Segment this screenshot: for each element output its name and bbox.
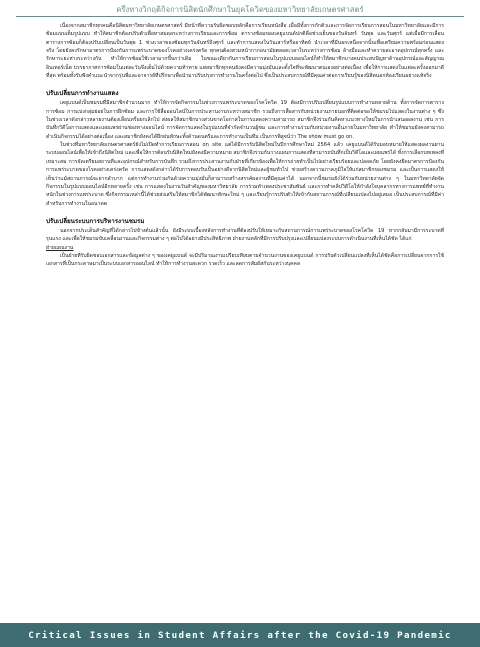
section2-paragraph-1: นอกจากประเด็นสำคัญที่ได้กล่าวไปข้างต้นแล้วนั้น ยังมีระบบเบื้องหลังการทำงานที่ต้องปรับให้เหมาะกับสถานการณ์การแพร่ระบาดของโรคโควิด 19 หากกลับมามีการระบาดที่รุนแรง และเพื่อให้ชมรมขับเคลื่อนงานและกิจกรรมต่าง ๆ ต่อไปได้อย่างมีประสิทธิภาพ ฝ่ายงานหลักที่มีการปรับปรุงและเปลี่ยนแปลงระบบการดำเนินงานที่เห็นได้ชัด ได้แก่ (46, 227, 444, 243)
section1-paragraph-2: ในช่วงที่มหาวิทยาลัยเกษตรศาสตร์ยังไม่เปิดทำการเรียนการสอน on site แต่ได้มีการรับนิสิตใหม่ในปีการศึกษาใหม่ 2564 แล้ว เคยูแบนด์ได้รับมอบหมายให้แสดงผลงานผ่านระบบออนไลน์เพื่อให้เข้าถึงนิสิตใหม่ และเพื่อให้การต้อนรับนิสิตใหม่ยังคงมีความหมาย สมาชิกจึงร่วมกันวางแผนการแสดงที่สามารถบันทึกเป็นวิดีโอและเผยแพร่ได้ ทั้งการเลือกบทเพลงที่เหมาะสม การจัดเตรียมสถานที่และอุปกรณ์สำหรับการบันทึก รวมถึงการประสานงานกับฝ่ายที่เกี่ยวข้องเพื่อให้การถ่ายทำเป็นไปอย่างเรียบร้อยและปลอดภัย โดยยังคงยึดมาตรการป้องกันการแพร่ระบาดของโรคอย่างเคร่งครัด การแสดงดังกล่าวได้รับการตอบรับเป็นอย่างดีจากนิสิตใหม่และผู้ชมทั่วไป ช่วยสร้างความภาคภูมิใจให้แก่สมาชิกของชมรม และเป็นการแสดงให้เห็นว่าแม้สถานการณ์จะยากลำบาก แต่การทำงานร่วมกันด้วยความมุ่งมั่นก็สามารถสร้างสรรค์ผลงานที่มีคุณค่าได้ นอกจากนี้ชมรมยังได้ร่วมกับหน่วยงานต่าง ๆ ในมหาวิทยาลัยจัดกิจกรรมในรูปแบบออนไลน์อีกหลายครั้ง เช่น การแสดงในงานวันสำคัญของมหาวิทยาลัย การร่วมทำเพลงประชาสัมพันธ์ และการทำคลิปวิดีโอให้กำลังใจบุคลากรทางการแพทย์ที่ทำงานหนักในช่วงการแพร่ระบาด ซึ่งกิจกรรมเหล่านี้ได้ช่วยส่งเสริมให้สมาชิกได้พัฒนาทักษะใหม่ ๆ และเรียนรู้การปรับตัวให้เข้ากับสถานการณ์ที่เปลี่ยนแปลงไปอยู่เสมอ เป็นประสบการณ์ที่มีค่าสำหรับการทำงานในอนาคต (46, 142, 444, 207)
header-divider (16, 16, 464, 17)
document-body (46, 22, 444, 269)
section2-paragraph-2: เป็นฝ่ายที่รับผิดชอบเอกสารและข้อมูลต่าง ๆ ของเคยูแบนด์ จะมีปริมาณงานเปรียบเทียบตามจำนวนงานของเคยูแบนด์ การปรับตัวเปลี่ยนแปลงที่เห็นได้ชัดคือการเปลี่ยนจากการใช้เอกสารที่เป็นกระดาษมาเป็นระบบเอกสารออนไลน์ ทำให้การทำงานสะดวก รวดเร็ว และลดการสัมผัสกันระหว่างบุคคล (46, 252, 444, 268)
section-heading-performance: ปรับเปลี่ยนการทำงานแสดง (46, 90, 119, 98)
section1-paragraph-1: เคยูแบนด์เป็นชมรมที่มีสมาชิกจำนวนมาก ทำให้การจัดกิจกรรมในช่วงการแพร่ระบาดของโรคโควิด 19 ต้องมีการปรับเปลี่ยนรูปแบบการทำงานหลายด้าน ทั้งการจัดการตารางการซ้อม การแบ่งกลุ่มย่อยในการฝึกซ้อม และการใช้สื่อออนไลน์ในการประสานงานระหว่างสมาชิก รวมถึงการสื่อสารกับหน่วยงานภายนอกที่ติดต่อขอให้ชมรมไปแสดงในงานต่าง ๆ ซึ่งในช่วงเวลาดังกล่าวหลายงานต้องเลื่อนหรือยกเลิกไป ส่งผลให้สมาชิกบางส่วนขาดโอกาสในการแสดงความสามารถ สมาชิกจึงร่วมกันคิดหาแนวทางใหม่ในการนำเสนอผลงาน เช่น การบันทึกวิดีโอการแสดงและเผยแพร่ผ่านช่องทางออนไลน์ การจัดการแสดงในรูปแบบที่จำกัดจำนวนผู้ชม และการทำงานร่วมกับหน่วยงานอื่นภายในมหาวิทยาลัย ทำให้ชมรมยังคงสามารถดำเนินกิจกรรมได้อย่างต่อเนื่อง และสมาชิกยังคงได้ฝึกฝนทักษะทั้งด้านดนตรีและการทำงานเป็นทีม เป็นการพิสูจน์ว่า The show must go on. (46, 100, 444, 140)
subheading-planning: ฝ่ายแผนงาน (46, 244, 74, 251)
footer-title: Critical Issues in Student Affairs after the Covid-19 Pandemic (28, 629, 452, 641)
running-header: ครึ่งทางวิกฤติกิจการนิสิตนักศึกษาในยุคโควิดของมหาวิทยาลัยเกษตรศาสตร์ (116, 5, 364, 14)
intro-paragraph: เนื่องจากสมาชิกทุกคนคือนิสิตมหาวิทยาลัยเกษตรศาสตร์ มีหน้าที่ความรับผิดชอบหลักคือการเรียนหนังสือ เมื่อมีทั้งการกักตัวและการจัดการเรียนการสอนในมหาวิทยาลัยและมีการซ้อมแบบเต็มรูปแบบ ทำให้สมาชิกต้องปรับตัวเพื่อหาสมดุลระหว่างการเรียนและการซ้อม ตารางซ้อมของเคยูแบนด์ปกติคือช่วงเย็นของวันจันทร์ วันพุธ และวันศุกร์ แต่เมื่อมีการเลื่อนตารางการซ้อมก็ต้องปรับเปลี่ยนเป็นวันพุธ 1 ช่วงเวลาของซ้อมทุกวันจันทร์ถึงศุกร์ และทำการแสดงในวันเสาร์หรืออาทิตย์ นำเวลาที่มีนอกเหนือจากนั้นเพื่อเตรียมความพร้อมก่อนแสดงจริง โดยยังคงรักษามาตรการป้องกันการแพร่ระบาดของโรคอย่างเคร่งครัด ทุกคนต้องสวมหน้ากากอนามัยตลอดเวลาในระหว่างการซ้อม ล้างมือและทำความสะอาดอุปกรณ์ทุกครั้ง และรักษาระยะห่างระหว่างกัน ทำให้การซ้อมใช้เวลามากขึ้นกว่าเดิม ในขณะเดียวกันการเรียนการสอนในรูปแบบออนไลน์ก็ทำให้สมาชิกบางคนประสบปัญหาด้านอุปกรณ์และสัญญาณอินเทอร์เน็ต บรรยากาศการซ้อมในแต่ละวันจึงเต็มไปด้วยความท้าทาย แต่สมาชิกทุกคนยังคงมีความมุ่งมั่นและตั้งใจที่จะพัฒนาตนเองอย่างต่อเนื่อง เพื่อให้การแสดงในแต่ละครั้งออกมาดีที่สุด พร้อมทั้งรับฟังคำแนะนำจากรุ่นพี่และอาจารย์ที่ปรึกษาเพื่อนำมาปรับปรุงการทำงานในครั้งต่อไป ซึ่งเป็นประสบการณ์ที่มีคุณค่าต่อการเรียนรู้ของนิสิตนอกห้องเรียนอย่างแท้จริง (46, 23, 444, 80)
footer-banner (0, 623, 480, 647)
section-heading-management: ปรับเปลี่ยนระบบการบริหารงานชมรม (46, 217, 145, 225)
